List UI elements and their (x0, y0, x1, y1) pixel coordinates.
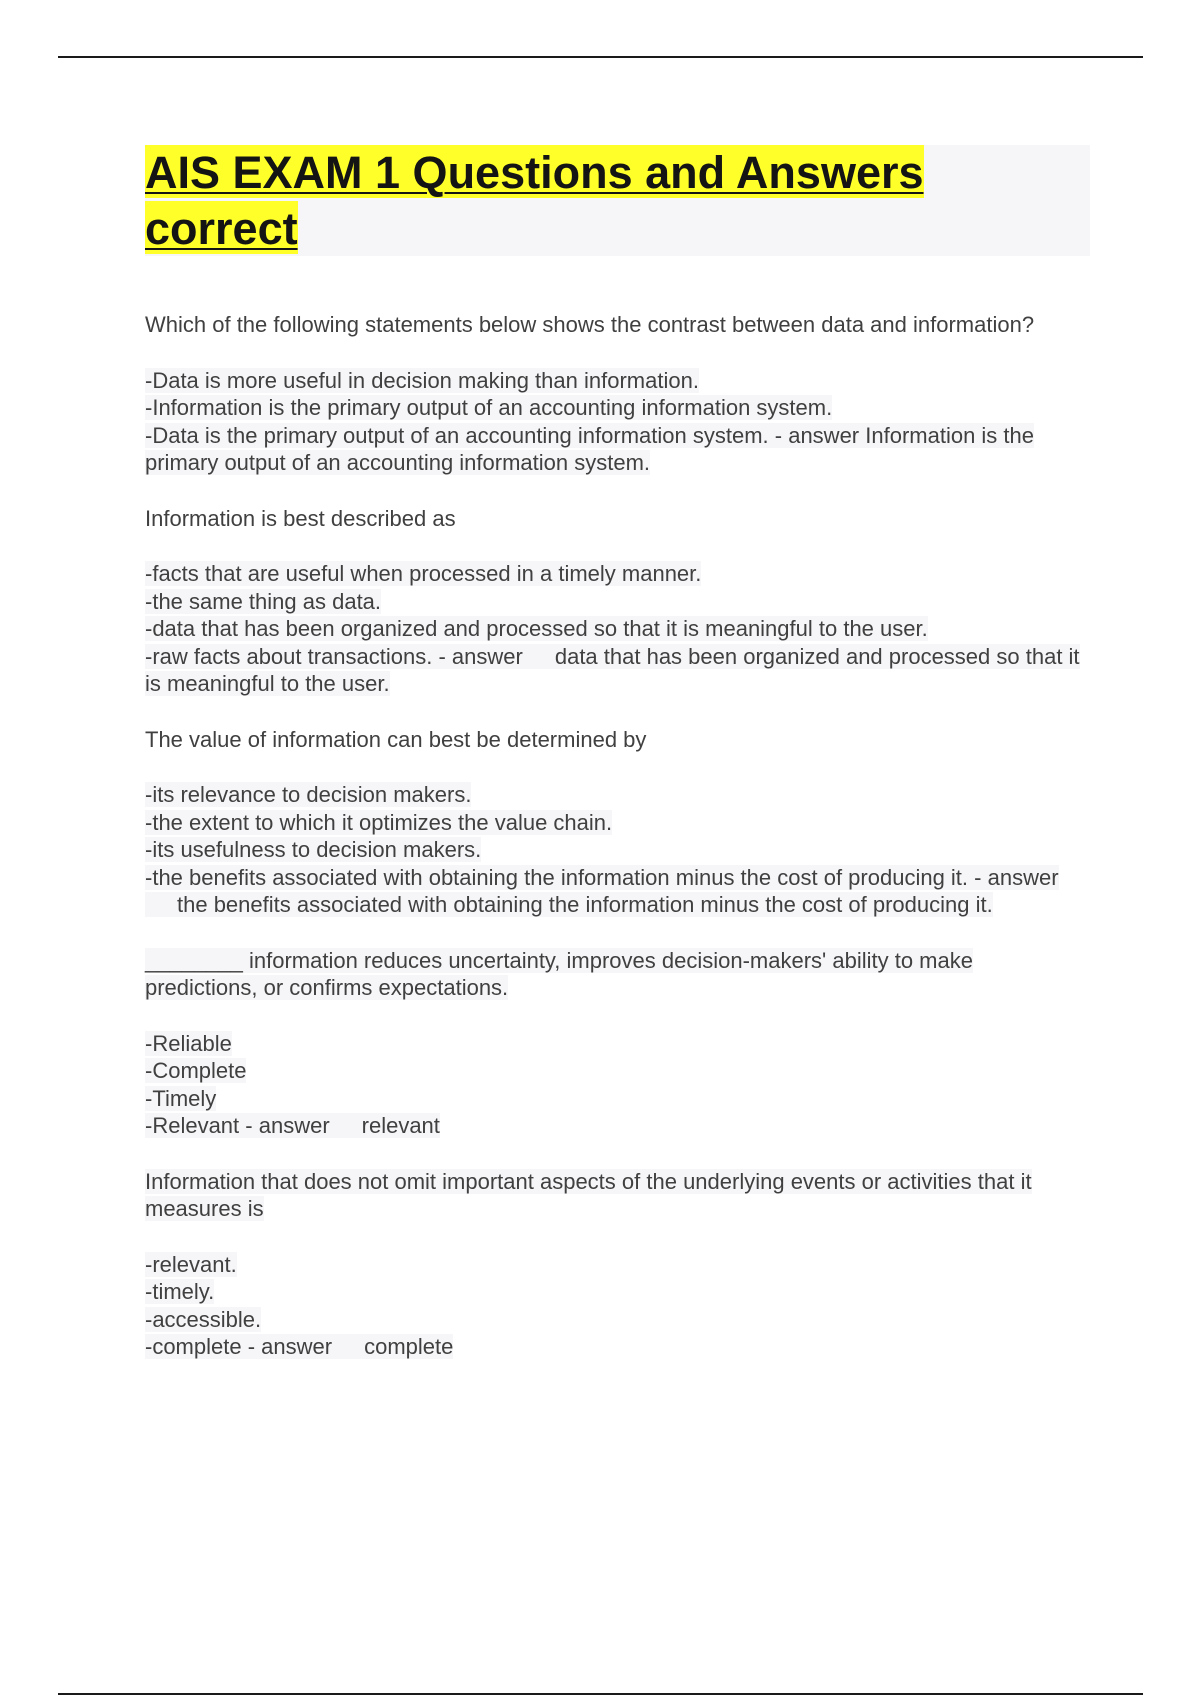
qa-item-4 (145, 947, 1090, 1140)
qa-item-3 (145, 726, 1090, 919)
title-line-1: AIS EXAM 1 Questions and Answers (145, 147, 924, 198)
answer-text: relevant (361, 1113, 440, 1138)
answer-text: the benefits associated with obtaining the information minus the cost of producing it. (177, 892, 993, 917)
option: -relevant. (145, 1251, 237, 1277)
options-list (145, 560, 1090, 698)
options-list (145, 367, 1090, 477)
option: -the same thing as data. (145, 588, 382, 614)
title-block (145, 145, 1090, 256)
option: -the extent to which it optimizes the value chain. (145, 809, 613, 835)
option: -Data is more useful in decision making than information. (145, 367, 699, 393)
question-text: Information that does not omit important aspects of the underlying events or activities that it measures is (145, 1168, 1032, 1221)
document-title (145, 145, 1090, 257)
question-text: ________ information reduces uncertainty, improves decision-makers' ability to make predictions, or confirms expectations. (145, 947, 973, 1000)
option: -Complete (145, 1058, 247, 1083)
option-with-answer (145, 643, 1090, 698)
question-text: Information is best described as (145, 505, 456, 531)
qa-item-5 (145, 1168, 1090, 1361)
question-text: The value of information can best be determined by (145, 726, 647, 752)
option: -raw facts about transactions. (145, 643, 433, 669)
options-list (145, 1030, 1090, 1140)
options-list (145, 1251, 1090, 1361)
bottom-rule (58, 1693, 1143, 1695)
option-with-answer (145, 1333, 1090, 1361)
qa-content (145, 311, 1090, 1389)
option: -timely. (145, 1279, 215, 1304)
option: -Reliable (145, 1030, 232, 1056)
option-with-answer (145, 864, 1090, 919)
option: -its usefulness to decision makers. (145, 837, 482, 862)
option: -complete (145, 1334, 242, 1359)
option: -Data is the primary output of an accounting information system. (145, 422, 769, 448)
option: -data that has been organized and processed so that it is meaningful to the user. (145, 616, 928, 641)
option: -accessible. (145, 1306, 262, 1332)
options-list (145, 781, 1090, 919)
qa-item-1 (145, 311, 1090, 477)
option: -the benefits associated with obtaining the information minus the cost of producing it. (145, 864, 969, 890)
answer-label: - answer (245, 1113, 330, 1138)
answer-label: - answer (247, 1334, 333, 1359)
answer-label: - answer (974, 864, 1059, 890)
option-with-answer (145, 422, 1090, 477)
option: -Relevant (145, 1113, 240, 1138)
answer-label: - answer (774, 422, 860, 448)
answer-text: complete (364, 1334, 454, 1359)
answer-text: data that has been organized and processed so that it is meaningful to the user. (145, 643, 1080, 696)
answer-label: - answer (438, 643, 523, 669)
qa-item-2 (145, 505, 1090, 698)
top-rule (58, 56, 1143, 58)
option: -its relevance to decision makers. (145, 782, 472, 807)
title-line-2: correct (145, 203, 298, 254)
option: -Timely (145, 1085, 217, 1111)
question-text: Which of the following statements below shows the contrast between data and information? (145, 312, 1035, 337)
option: -facts that are useful when processed in a timely manner. (145, 561, 702, 586)
option: -Information is the primary output of an accounting information system. (145, 395, 833, 420)
option-with-answer (145, 1112, 1090, 1140)
answer-text: Information is the primary output of an accounting information system. (145, 422, 1034, 475)
